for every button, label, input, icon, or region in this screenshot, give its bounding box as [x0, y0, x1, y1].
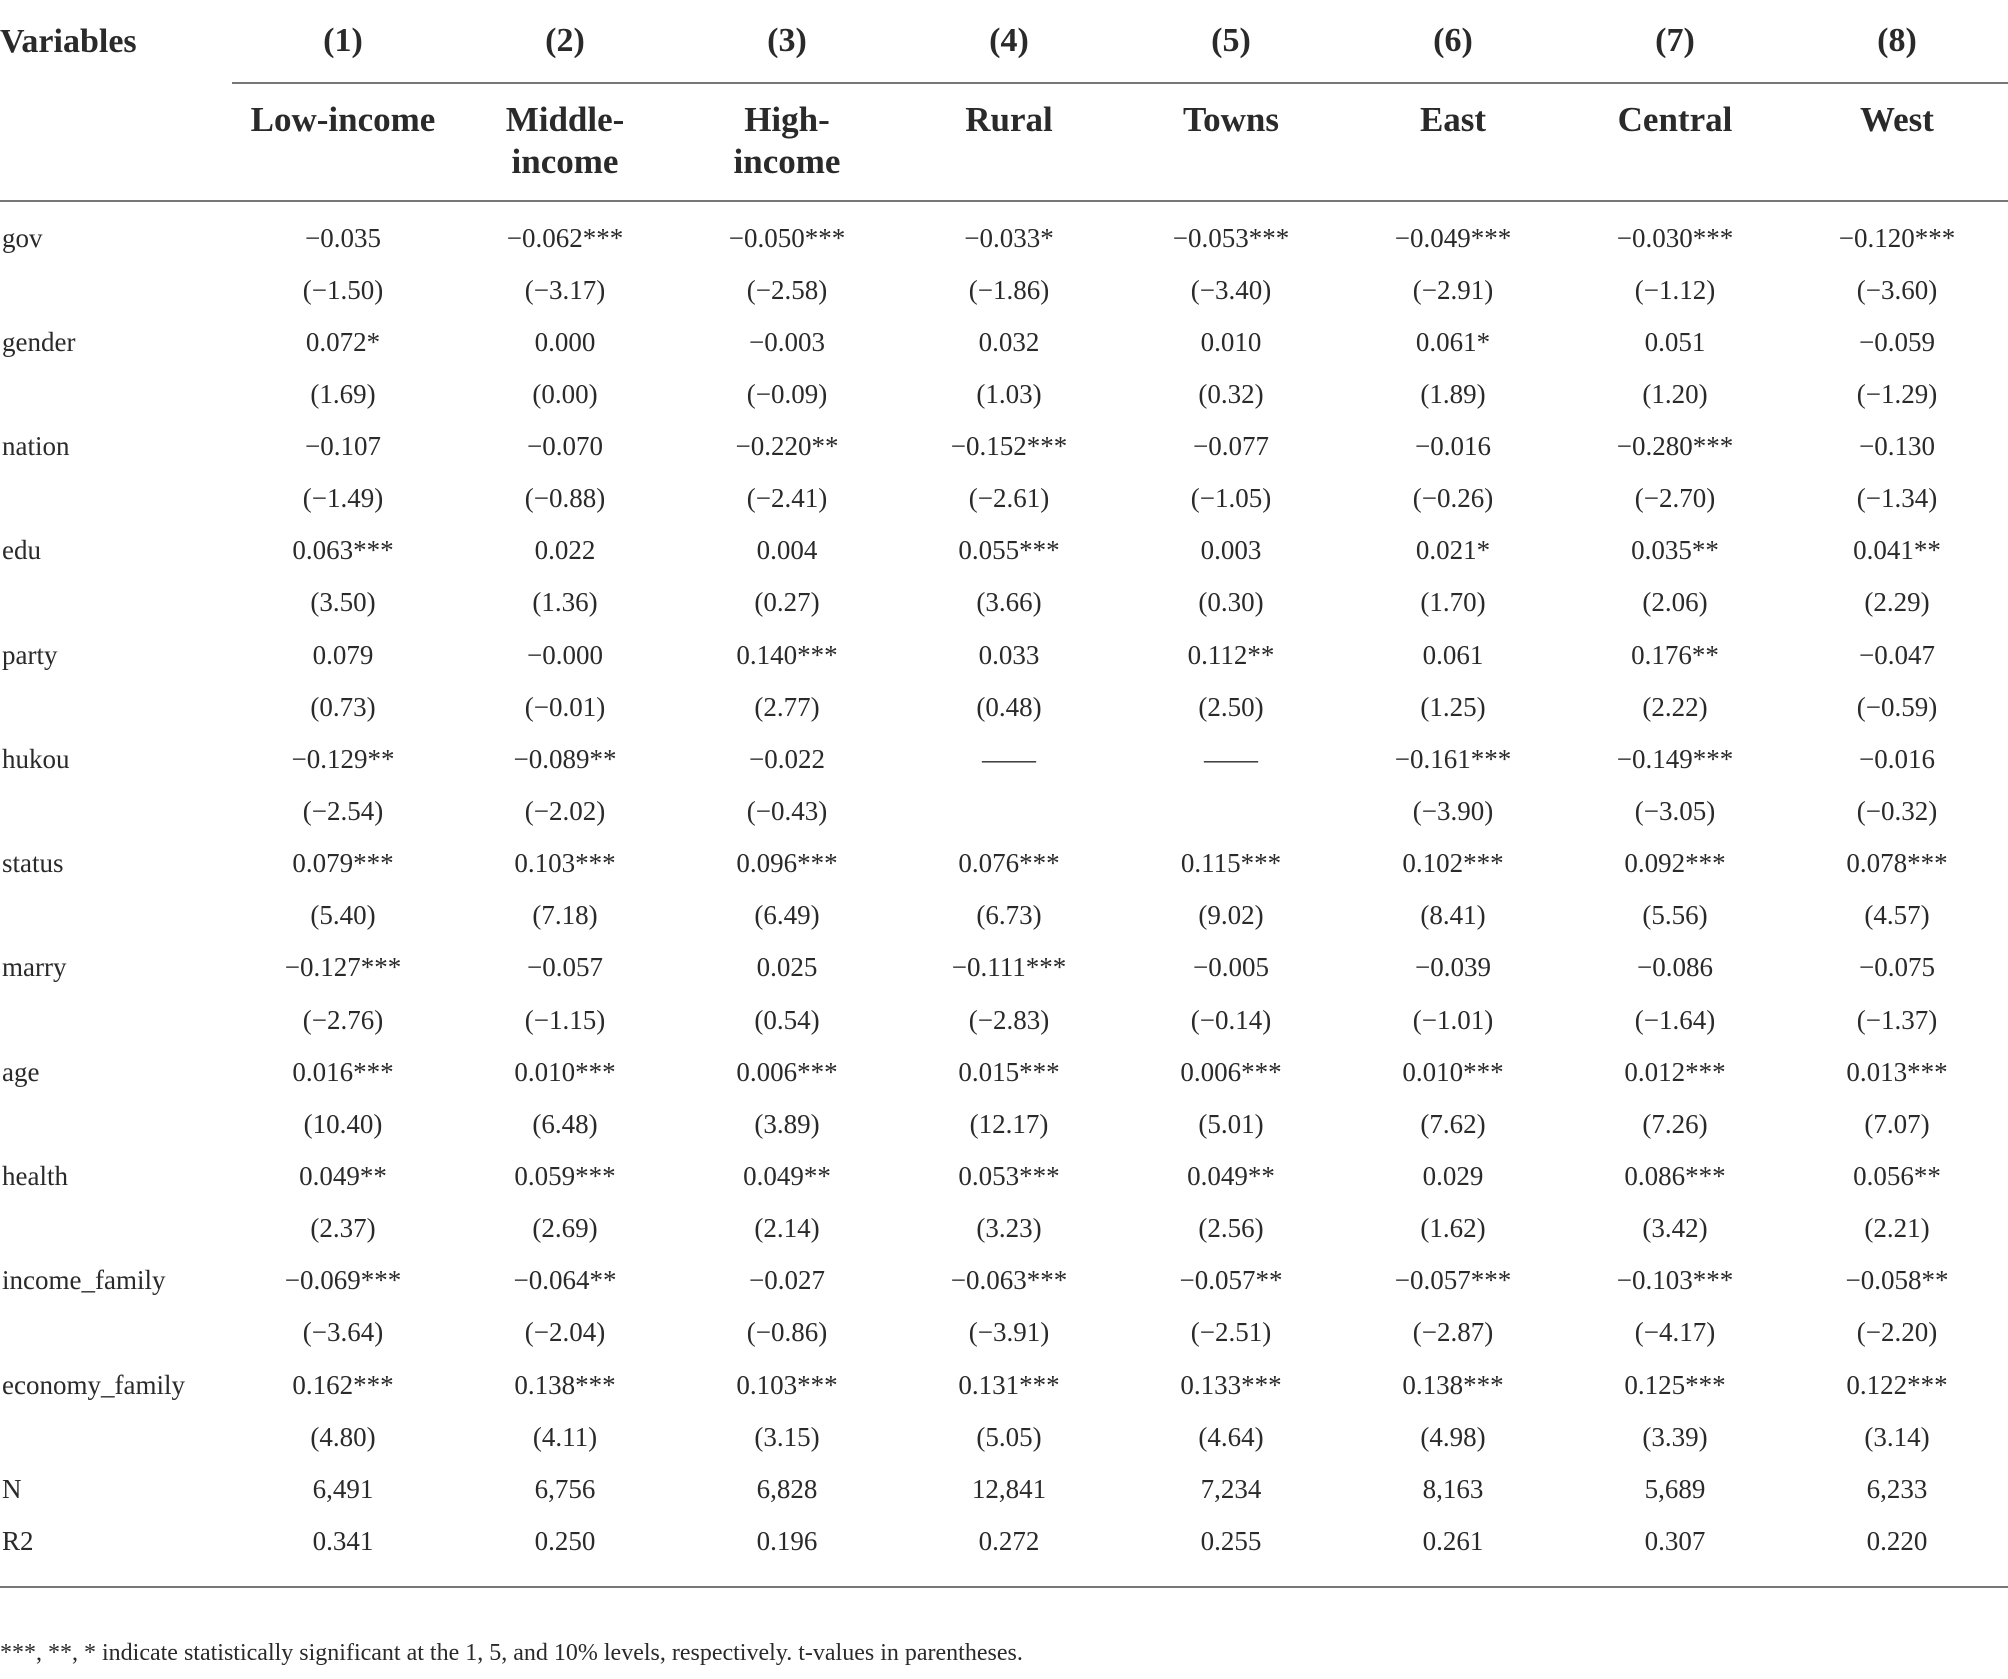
- table-cell: (1.62): [1420, 1213, 1486, 1244]
- table-cell: (6.49): [754, 900, 820, 931]
- table-cell: (1.70): [1420, 587, 1486, 618]
- table-cell: −0.152***: [950, 430, 1068, 461]
- table-row: [0, 1515, 2008, 1586]
- table-cell: 0.102***: [1402, 848, 1504, 879]
- row-label: [0, 1411, 232, 1463]
- row-label: N: [2, 1473, 22, 1504]
- table-cell: (2.29): [1864, 587, 1930, 618]
- table-cell: (3.66): [976, 587, 1042, 618]
- table-cell: ——: [1204, 743, 1258, 774]
- table-cell: 0.041**: [1853, 535, 1941, 566]
- table-cell: (−2.91): [1412, 274, 1494, 305]
- table-cell: 0.061: [1422, 639, 1484, 670]
- table-cell: 6,756: [534, 1473, 596, 1504]
- table-cell: 0.010***: [514, 1056, 616, 1087]
- row-label: marry: [2, 952, 67, 983]
- table-cell: (−0.43): [746, 795, 828, 826]
- table-cell: (−2.61): [968, 483, 1050, 514]
- row-label: [0, 785, 232, 837]
- table-row: [0, 201, 2008, 264]
- table-cell: −0.059: [1859, 326, 1935, 357]
- column-number: (5): [1211, 22, 1251, 59]
- row-label: [0, 1307, 232, 1359]
- table-cell: 0.341: [232, 1515, 454, 1586]
- table-cell: 0.016***: [292, 1056, 394, 1087]
- table-row: [0, 785, 2008, 837]
- table-cell: 0.138***: [514, 1369, 616, 1400]
- table-cell: −0.111***: [951, 952, 1067, 983]
- column-number: (6): [1433, 22, 1473, 59]
- table-cell: (8.41): [1420, 900, 1486, 931]
- table-cell: −0.016: [1415, 430, 1491, 461]
- column-number: (8): [1877, 22, 1917, 59]
- table-cell: (3.15): [754, 1421, 820, 1452]
- table-cell: (−3.05): [1634, 795, 1716, 826]
- column-name: Towns: [1183, 100, 1279, 139]
- table-cell: −0.047: [1859, 639, 1935, 670]
- table-cell: (−0.59): [1856, 691, 1938, 722]
- table-cell: −0.057**: [1179, 1265, 1283, 1296]
- table-row: [0, 1411, 2008, 1463]
- column-name-cell: [454, 83, 676, 201]
- table-row: [0, 838, 2008, 890]
- table-cell: (5.01): [1198, 1108, 1264, 1139]
- table-cell: (2.14): [754, 1213, 820, 1244]
- table-cell: 0.012***: [1624, 1056, 1726, 1087]
- table-cell: (−2.04): [524, 1317, 606, 1348]
- table-cell: 0.261: [1342, 1515, 1564, 1586]
- row-label: R2: [0, 1515, 232, 1586]
- header-row-numbers: [0, 0, 2008, 83]
- table-cell: −0.039: [1415, 952, 1491, 983]
- table-cell: −0.058**: [1845, 1265, 1949, 1296]
- table-cell: (0.27): [754, 587, 820, 618]
- table-cell: −0.057: [527, 952, 603, 983]
- table-cell: −0.130: [1859, 430, 1935, 461]
- table-row: [0, 577, 2008, 629]
- table-cell: (−3.17): [524, 274, 606, 305]
- table-cell: 0.086***: [1624, 1160, 1726, 1191]
- table-cell: 6,491: [312, 1473, 374, 1504]
- table-cell: (2.69): [532, 1213, 598, 1244]
- table-cell: −0.120***: [1838, 222, 1956, 253]
- table-cell: (−2.87): [1412, 1317, 1494, 1348]
- table-cell: (−0.86): [746, 1317, 828, 1348]
- row-label: [0, 1098, 232, 1150]
- table-cell: (−2.54): [302, 795, 384, 826]
- table-cell: 0.032: [978, 326, 1040, 357]
- column-name: High-income: [733, 100, 841, 181]
- table-cell: (4.98): [1420, 1421, 1486, 1452]
- table-cell: (−1.15): [524, 1004, 606, 1035]
- table-cell: 0.055***: [958, 535, 1060, 566]
- table-cell: −0.000: [527, 639, 603, 670]
- table-cell: 0.056**: [1853, 1160, 1941, 1191]
- row-label: status: [2, 848, 64, 879]
- table-cell: −0.049***: [1394, 222, 1512, 253]
- table-cell: 0.078***: [1846, 848, 1948, 879]
- table-cell: (3.23): [976, 1213, 1042, 1244]
- table-cell: (−1.05): [1190, 483, 1272, 514]
- table-cell: −0.107: [305, 430, 381, 461]
- table-cell: (0.00): [532, 378, 598, 409]
- table-cell: −0.005: [1193, 952, 1269, 983]
- row-label: economy_family: [2, 1369, 185, 1400]
- table-cell: 0.003: [1200, 535, 1262, 566]
- table-cell: (4.64): [1198, 1421, 1264, 1452]
- table-cell: (−1.01): [1412, 1004, 1494, 1035]
- column-name: Middle-income: [505, 100, 625, 181]
- table-cell: (10.40): [303, 1108, 383, 1139]
- table-cell: (1.20): [1642, 378, 1708, 409]
- table-row: [0, 942, 2008, 994]
- table-cell: (−1.49): [302, 483, 384, 514]
- table-row: [0, 1307, 2008, 1359]
- column-name-cell: [1342, 83, 1564, 201]
- table-cell: 6,828: [756, 1473, 818, 1504]
- table-row: [0, 733, 2008, 785]
- table-cell: −0.161***: [1394, 743, 1512, 774]
- row-label: [0, 1203, 232, 1255]
- table-cell: 0.220: [1786, 1515, 2008, 1586]
- table-cell: (−2.02): [524, 795, 606, 826]
- table-cell: (6.73): [976, 900, 1042, 931]
- column-number: (1): [323, 22, 363, 59]
- table-cell: 0.000: [534, 326, 596, 357]
- table-cell: −0.069***: [284, 1265, 402, 1296]
- variables-header: Variables: [0, 22, 137, 60]
- table-cell: 0.059***: [514, 1160, 616, 1191]
- table-footnote: ***, **, * indicate statistically significant at the 1, 5, and 10% levels, respectively. t-values in parentheses.: [0, 1640, 1023, 1666]
- table-cell: 0.015***: [958, 1056, 1060, 1087]
- table-cell: (2.56): [1198, 1213, 1264, 1244]
- table-cell: (4.57): [1864, 900, 1930, 931]
- table-cell: (2.22): [1642, 691, 1708, 722]
- table-cell: (−1.34): [1856, 483, 1938, 514]
- table-cell: (4.11): [532, 1421, 598, 1452]
- table-cell: 0.140***: [736, 639, 838, 670]
- row-label: [0, 994, 232, 1046]
- row-label: [0, 577, 232, 629]
- table-row: [0, 1359, 2008, 1411]
- table-cell: 0.049**: [1187, 1160, 1275, 1191]
- row-label: gov: [2, 222, 43, 253]
- table-cell: 0.035**: [1631, 535, 1719, 566]
- table-cell: 0.063***: [292, 535, 394, 566]
- column-name: East: [1419, 100, 1487, 139]
- table-row: [0, 473, 2008, 525]
- table-cell: (2.77): [754, 691, 820, 722]
- table-cell: 0.061*: [1415, 326, 1491, 357]
- table-cell: 0.079: [312, 639, 374, 670]
- table-row: [0, 368, 2008, 420]
- table-cell: 0.255: [1120, 1515, 1342, 1586]
- column-name-cell: [676, 83, 898, 201]
- table-cell: (−0.88): [524, 483, 606, 514]
- table-cell: 0.025: [756, 952, 818, 983]
- column-name-cell: [898, 83, 1120, 201]
- table-cell: (−3.64): [302, 1317, 384, 1348]
- table-cell: (−4.17): [1634, 1317, 1716, 1348]
- table-cell: 0.049**: [299, 1160, 387, 1191]
- table-cell: 0.176**: [1631, 639, 1719, 670]
- table-cell: (5.40): [310, 900, 376, 931]
- table-cell: 0.133***: [1180, 1369, 1282, 1400]
- table-cell: (−3.60): [1856, 274, 1938, 305]
- table-row: [0, 1255, 2008, 1307]
- table-cell: −0.070: [527, 430, 603, 461]
- table-cell: (3.89): [754, 1108, 820, 1139]
- column-name-cell: [232, 83, 454, 201]
- table-cell: (−2.41): [746, 483, 828, 514]
- table-cell: 0.029: [1422, 1160, 1484, 1191]
- table-cell: (7.07): [1864, 1108, 1930, 1139]
- table-cell: (1.25): [1420, 691, 1486, 722]
- table-cell: 6,233: [1866, 1473, 1928, 1504]
- table-cell: (−3.91): [968, 1317, 1050, 1348]
- table-row: [0, 1098, 2008, 1150]
- table-cell: (0.48): [976, 691, 1042, 722]
- row-label: [0, 681, 232, 733]
- table-cell: [898, 785, 1120, 837]
- table-cell: 0.131***: [958, 1369, 1060, 1400]
- table-cell: (7.62): [1420, 1108, 1486, 1139]
- table-cell: (5.05): [976, 1421, 1042, 1452]
- table-cell: −0.003: [749, 326, 825, 357]
- table-cell: 0.006***: [736, 1056, 838, 1087]
- table-cell: 0.004: [756, 535, 818, 566]
- table-cell: −0.063***: [950, 1265, 1068, 1296]
- row-label: age: [2, 1056, 40, 1087]
- table-cell: 0.103***: [514, 848, 616, 879]
- table-cell: −0.033*: [964, 222, 1054, 253]
- table-cell: (1.36): [532, 587, 598, 618]
- table-cell: 0.096***: [736, 848, 838, 879]
- table-cell: (0.54): [754, 1004, 820, 1035]
- table-cell: (1.03): [976, 378, 1042, 409]
- table-cell: −0.030***: [1616, 222, 1734, 253]
- table-cell: −0.103***: [1616, 1265, 1734, 1296]
- table-cell: (2.50): [1198, 691, 1264, 722]
- table-cell: 0.115***: [1180, 848, 1282, 879]
- table-cell: 0.103***: [736, 1369, 838, 1400]
- table-cell: (−0.01): [524, 691, 606, 722]
- header-row-names: [0, 83, 2008, 201]
- table-cell: −0.086: [1637, 952, 1713, 983]
- table-cell: (3.39): [1642, 1421, 1708, 1452]
- table-row: [0, 890, 2008, 942]
- table-cell: (5.56): [1642, 900, 1708, 931]
- table-cell: (−3.90): [1412, 795, 1494, 826]
- table-cell: 0.010***: [1402, 1056, 1504, 1087]
- column-name: West: [1860, 100, 1934, 139]
- table-row: [0, 316, 2008, 368]
- row-label: gender: [2, 326, 76, 357]
- table-cell: −0.050***: [728, 222, 846, 253]
- table-cell: 0.307: [1564, 1515, 1786, 1586]
- row-label: [0, 473, 232, 525]
- table-cell: 0.010: [1200, 326, 1262, 357]
- table-row: [0, 629, 2008, 681]
- row-label: [0, 264, 232, 316]
- table-row: [0, 264, 2008, 316]
- column-name-cell: [1786, 83, 2008, 201]
- table-cell: (3.14): [1864, 1421, 1930, 1452]
- table-row: [0, 1046, 2008, 1098]
- row-label: income_family: [2, 1265, 166, 1296]
- column-number: (7): [1655, 22, 1695, 59]
- table-row: [0, 1463, 2008, 1515]
- table-cell: 0.013***: [1846, 1056, 1948, 1087]
- table-cell: 0.079***: [292, 848, 394, 879]
- table-cell: −0.057***: [1394, 1265, 1512, 1296]
- table-cell: (1.69): [310, 378, 376, 409]
- table-cell: 0.006***: [1180, 1056, 1282, 1087]
- table-cell: 0.272: [898, 1515, 1120, 1586]
- table-cell: 0.033: [978, 639, 1040, 670]
- table-cell: 0.122***: [1846, 1369, 1948, 1400]
- table-cell: (6.48): [532, 1108, 598, 1139]
- column-name: Rural: [965, 100, 1053, 139]
- table-cell: (4.80): [310, 1421, 376, 1452]
- table-cell: (7.26): [1642, 1108, 1708, 1139]
- table-cell: 0.250: [454, 1515, 676, 1586]
- table-cell: −0.127***: [284, 952, 402, 983]
- table-cell: −0.027: [749, 1265, 825, 1296]
- table-cell: (3.50): [310, 587, 376, 618]
- table-cell: 0.112**: [1187, 639, 1275, 670]
- table-cell: (2.21): [1864, 1213, 1930, 1244]
- table-cell: (0.32): [1198, 378, 1264, 409]
- table-cell: (−1.12): [1634, 274, 1716, 305]
- table-row: [0, 1150, 2008, 1202]
- table-cell: (−2.70): [1634, 483, 1716, 514]
- table-cell: 12,841: [971, 1473, 1047, 1504]
- table-cell: (−0.26): [1412, 483, 1494, 514]
- row-label: nation: [2, 430, 70, 461]
- table-cell: −0.149***: [1616, 743, 1734, 774]
- table-cell: (−2.58): [746, 274, 828, 305]
- table-cell: (−2.76): [302, 1004, 384, 1035]
- table-cell: (−1.37): [1856, 1004, 1938, 1035]
- table-cell: ——: [982, 743, 1036, 774]
- table-cell: (2.37): [310, 1213, 376, 1244]
- table-cell: (9.02): [1198, 900, 1264, 931]
- table-cell: (−2.51): [1190, 1317, 1272, 1348]
- table-cell: 0.162***: [292, 1369, 394, 1400]
- table-cell: −0.053***: [1172, 222, 1290, 253]
- table-cell: (−0.32): [1856, 795, 1938, 826]
- row-label: party: [2, 639, 58, 670]
- table-cell: (12.17): [969, 1108, 1049, 1139]
- table-cell: 0.051: [1644, 326, 1706, 357]
- table-row: [0, 1203, 2008, 1255]
- table-cell: (7.18): [532, 900, 598, 931]
- table-cell: 0.092***: [1624, 848, 1726, 879]
- table-cell: (−1.86): [968, 274, 1050, 305]
- table-body: [0, 201, 2008, 1587]
- table-cell: 0.076***: [958, 848, 1060, 879]
- table-cell: 0.021*: [1415, 535, 1491, 566]
- table-cell: 0.072*: [305, 326, 381, 357]
- table-row: [0, 681, 2008, 733]
- table-cell: 0.022: [534, 535, 596, 566]
- table-cell: (−2.20): [1856, 1317, 1938, 1348]
- table-cell: −0.064**: [513, 1265, 617, 1296]
- table-cell: 0.053***: [958, 1160, 1060, 1191]
- table-cell: 5,689: [1644, 1473, 1706, 1504]
- table-cell: (−0.14): [1190, 1004, 1272, 1035]
- column-name: Low-income: [250, 100, 436, 139]
- column-number: (2): [545, 22, 585, 59]
- table-cell: −0.129**: [291, 743, 395, 774]
- table-cell: −0.280***: [1616, 430, 1734, 461]
- table-cell: 0.196: [676, 1515, 898, 1586]
- column-name-cell: [1564, 83, 1786, 201]
- table-row: [0, 994, 2008, 1046]
- row-label: edu: [2, 535, 41, 566]
- table-cell: (−1.64): [1634, 1004, 1716, 1035]
- table-cell: (3.42): [1642, 1213, 1708, 1244]
- table-cell: (−1.50): [302, 274, 384, 305]
- table-cell: 0.049**: [743, 1160, 831, 1191]
- table-cell: (2.06): [1642, 587, 1708, 618]
- table-cell: −0.075: [1859, 952, 1935, 983]
- table-cell: (0.73): [310, 691, 376, 722]
- table-row: [0, 525, 2008, 577]
- table-cell: −0.035: [305, 222, 381, 253]
- table-row: [0, 420, 2008, 472]
- column-name-cell: [1120, 83, 1342, 201]
- table-cell: 8,163: [1422, 1473, 1484, 1504]
- table-cell: 0.138***: [1402, 1369, 1504, 1400]
- variables-header-spacer: [0, 83, 232, 201]
- column-number: (3): [767, 22, 807, 59]
- row-label: health: [2, 1160, 68, 1191]
- table-cell: 0.125***: [1624, 1369, 1726, 1400]
- table-cell: (−1.29): [1856, 378, 1938, 409]
- row-label: hukou: [2, 743, 70, 774]
- column-name: Central: [1617, 100, 1733, 139]
- table-cell: [1120, 785, 1342, 837]
- table-cell: 7,234: [1200, 1473, 1262, 1504]
- table-cell: −0.016: [1859, 743, 1935, 774]
- table-cell: (−3.40): [1190, 274, 1272, 305]
- table-cell: −0.220**: [735, 430, 839, 461]
- table-cell: −0.089**: [513, 743, 617, 774]
- table-cell: (−2.83): [968, 1004, 1050, 1035]
- table-cell: (0.30): [1198, 587, 1264, 618]
- table-cell: (−0.09): [746, 378, 828, 409]
- table-cell: −0.077: [1193, 430, 1269, 461]
- table-cell: −0.062***: [506, 222, 624, 253]
- row-label: [0, 368, 232, 420]
- column-number: (4): [989, 22, 1029, 59]
- table-cell: −0.022: [749, 743, 825, 774]
- row-label: [0, 890, 232, 942]
- table-cell: (1.89): [1420, 378, 1486, 409]
